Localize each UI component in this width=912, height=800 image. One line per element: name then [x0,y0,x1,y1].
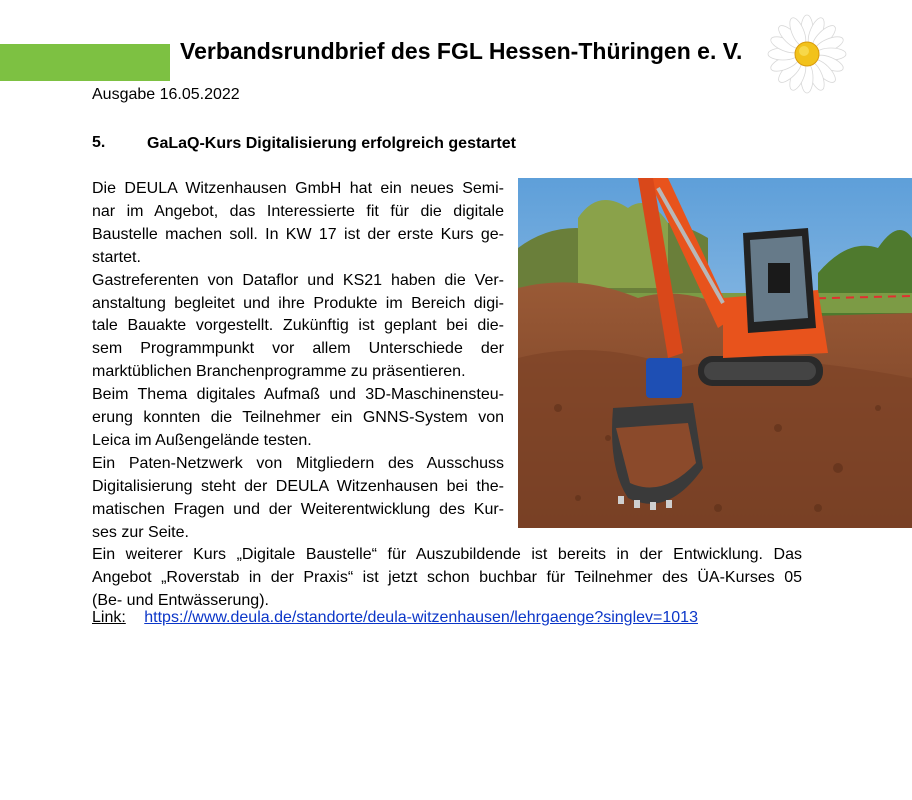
text-line: anstaltung begleitet und ihre Produkte im Bereich digi- [92,294,504,312]
text-line: sem Programmpunkt vor allem Unterschiede der [92,340,504,358]
text-line: marktüblichen Branchenprogramme zu präsentieren. [92,363,466,381]
text-line: nar im Angebot, das Interessierte fit für die digitale [92,202,504,220]
text-line: startet. [92,248,141,266]
text-line: Beim Thema digitales Aufmaß und 3D-Maschinensteu- [92,386,504,404]
text-line: Gastreferenten von Dataflor und KS21 haben die Ver- [92,271,504,289]
issue-date: Ausgabe 16.05.2022 [92,86,240,103]
paragraph-closing [92,544,802,613]
text-line: Ein weiterer Kurs „Digitale Baustelle“ für Auszubildende ist bereits in der Entwicklung. Das [92,546,802,564]
newsletter-title: Verbandsrundbrief des FGL Hessen-Thüringen e. V. [180,38,743,64]
daisy-icon [765,14,849,94]
text-line: Ein Paten-Netzwerk von Mitgliedern des Ausschuss [92,454,504,472]
link-label: Link: [92,609,126,626]
link-row [92,609,698,627]
text-line: Digitalisierung steht der DEULA Witzenhausen bei the- [92,477,504,495]
text-line: Die DEULA Witzenhausen GmbH hat ein neues Semi- [92,180,504,197]
text-line: (Be- und Entwässerung). [92,592,269,610]
header-accent-bar [0,44,170,81]
course-link[interactable]: https://www.deula.de/standorte/deula-witzenhausen/lehrgaenge?singlev=1013 [144,609,698,626]
text-line: Baustelle machen soll. In KW 17 ist der erste Kurs ge- [92,225,504,243]
text-line: erung konnten die Teilnehmer ein GNNS-System von [92,409,504,426]
paragraph-network [92,453,504,545]
text-line: tale Bauakte vorgestellt. Zukünftig ist geplant bei die- [92,317,504,335]
paragraph-measurement [92,384,504,453]
text-line: ses zur Seite. [92,523,189,541]
paragraph-guests [92,270,504,385]
text-line: Angebot „Roverstab in der Praxis“ ist jetzt schon buchbar für Teilnehmer des ÜA-Kurses 05 [92,569,802,587]
paragraph-intro [92,178,504,270]
section-number: 5. [92,134,106,151]
section-title: GaLaQ-Kurs Digitalisierung erfolgreich gestartet [147,135,516,152]
text-line: Leica im Außengelände testen. [92,431,312,449]
text-line: matischen Fragen und der Weiterentwicklung des Kur- [92,500,504,518]
excavator-photo [518,178,912,528]
